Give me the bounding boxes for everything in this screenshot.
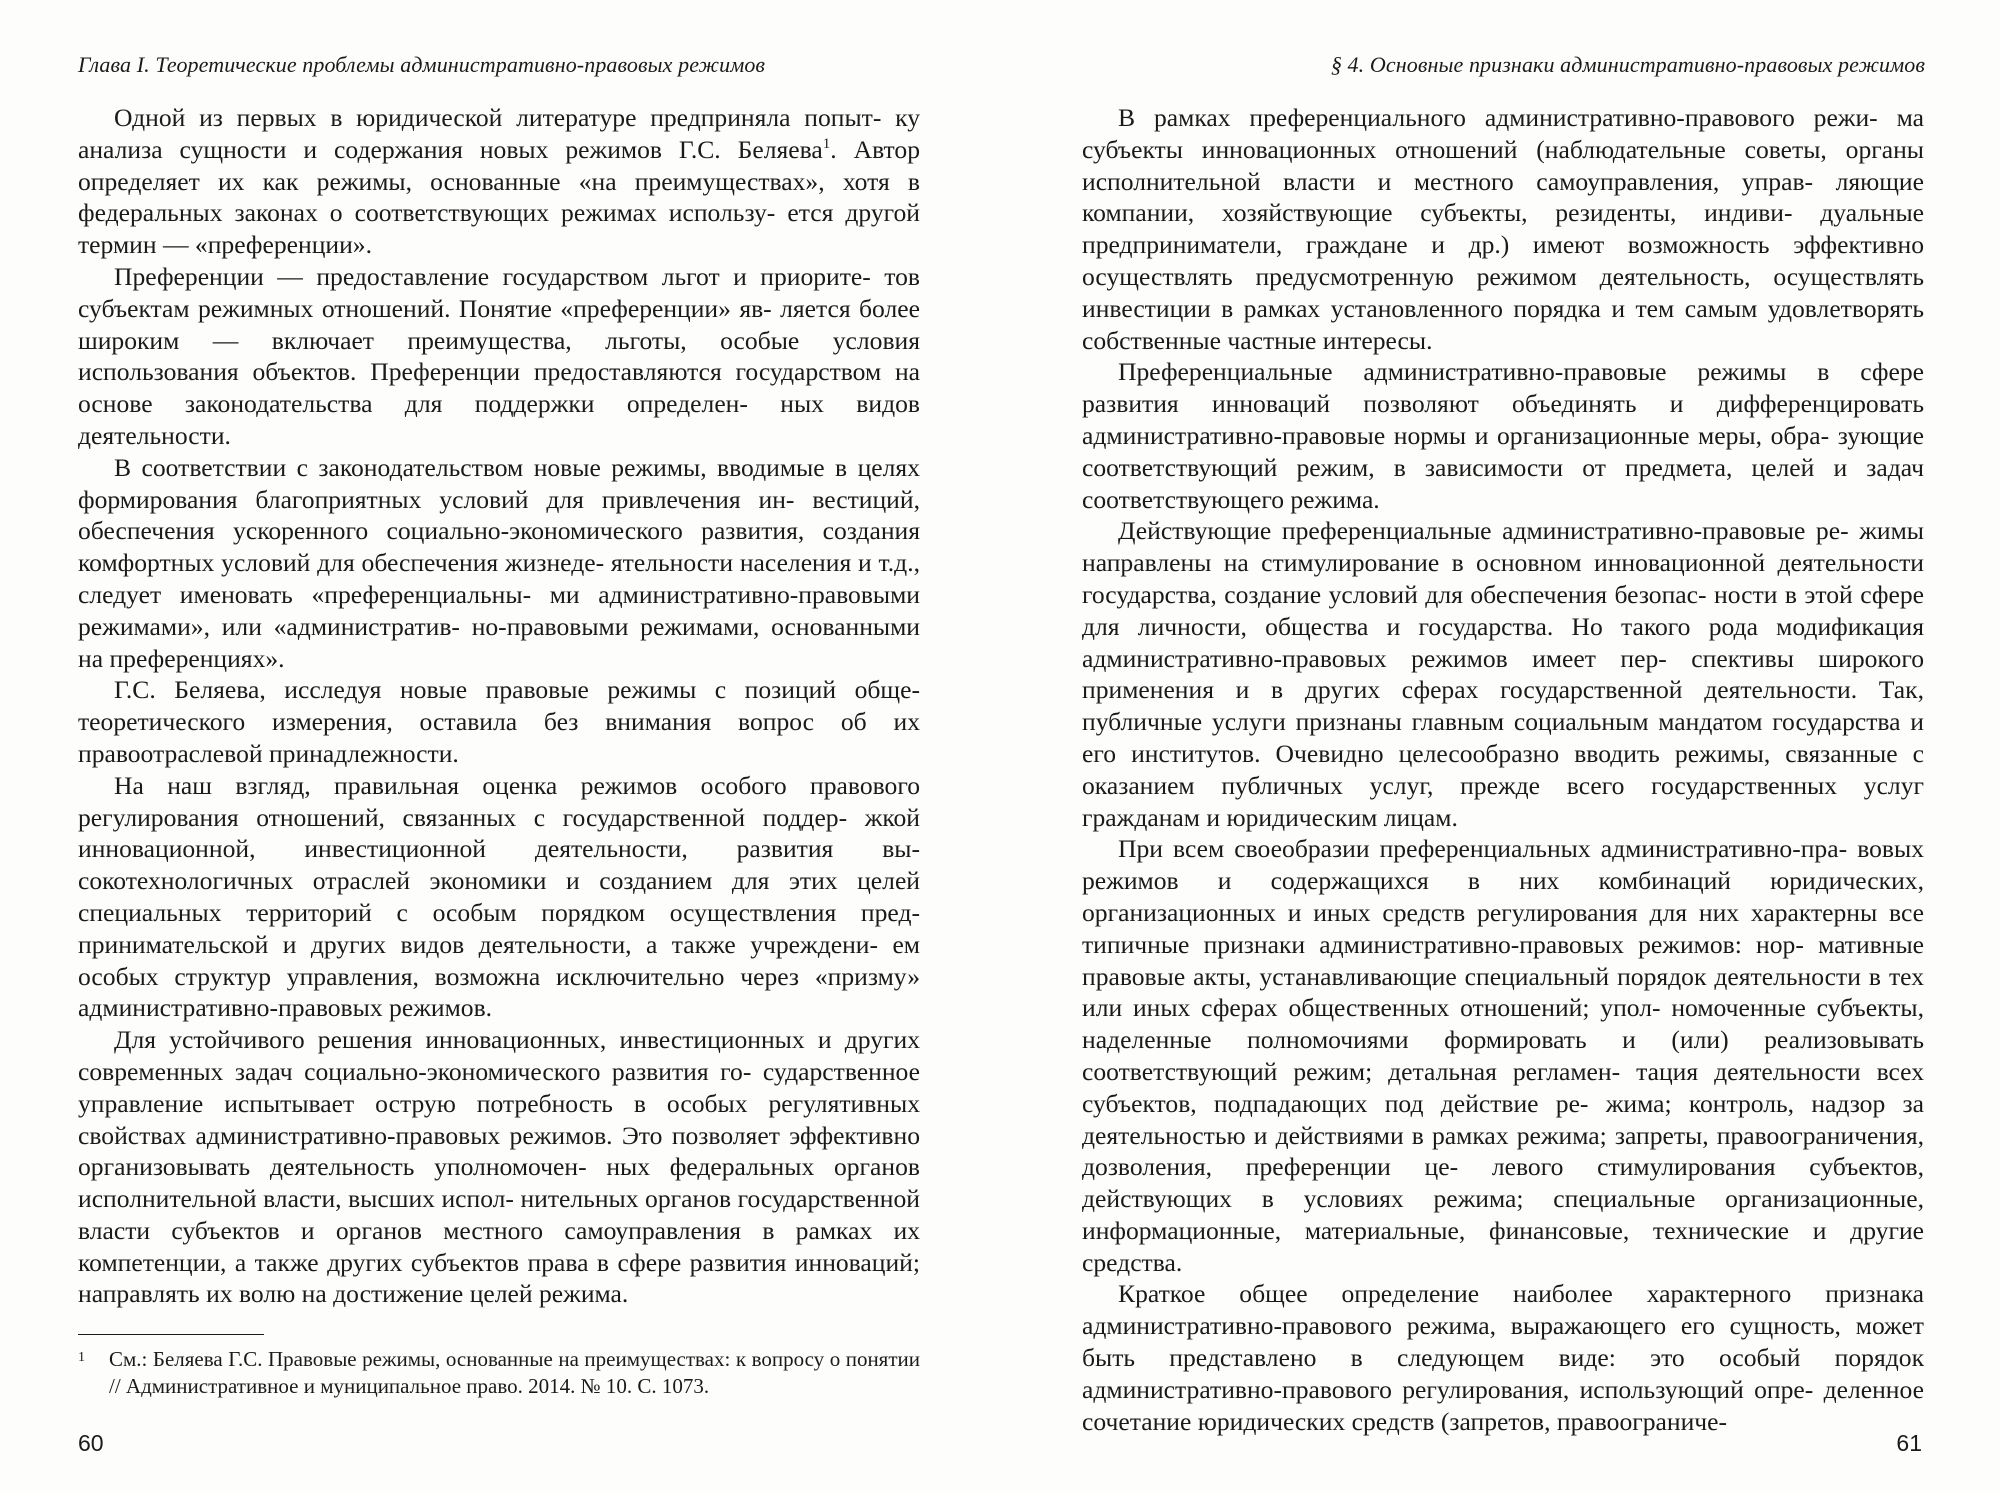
paragraph-line: самым удовлетворять собственные частные интересы. (1082, 293, 1925, 355)
left-p1-line: Автор определяет их как режимы, основанные «на преимуществах», (78, 134, 920, 196)
paragraph-line: ности в этой сфере для личности, общества и государства. Но такого (1082, 579, 1924, 641)
left-paragraph-5 (78, 770, 920, 1024)
right-paragraph-2 (1082, 356, 1924, 515)
paragraph-line: Краткое общее определение наиболее характерного признака (1118, 1279, 1924, 1309)
paragraph-line: организационных и иных средств регулирования для них характерны (1082, 897, 1878, 927)
paragraph-line: местного самоуправления в рамках их компетенции, а также других (78, 1215, 920, 1277)
paragraph-line: деятельности. Так, публичные услуги признаны главным социальным (1082, 675, 1924, 737)
paragraph-line: тов субъектам режимных отношений. Понятие «преференции» яв- (78, 261, 920, 323)
paragraph-line: развития инноваций позволяют объединять и дифференцировать (1082, 389, 1924, 419)
left-paragraph-3 (78, 452, 920, 675)
left-p1-line: ется другой термин — «преференции». (78, 198, 920, 260)
footnote-divider (78, 1334, 264, 1335)
paragraph-line: На наш взгляд, правильная оценка режимов особого правового (114, 770, 920, 800)
paragraph-line: все типичные признаки административно-правовых режимов: нор- (1082, 897, 1924, 959)
paragraph-line: нительных органов государственной власти субъектов и органов (78, 1184, 920, 1245)
paragraph-line: ма субъекты инновационных отношений (наблюдательные советы, (1082, 103, 1924, 164)
paragraph-line: других современных задач социально-экономического развития го- (78, 1025, 920, 1086)
paragraph-line: «призму» административно-правовых режимов. (78, 961, 920, 1023)
paragraph-line: В рамках преференциального административно-правового режи- (1118, 103, 1878, 132)
paragraph-line: номоченные субъекты, наделенные полномочиями формировать (1082, 993, 1924, 1055)
paragraph-line: финансовые, технические и другие средства. (1082, 1215, 1925, 1277)
paragraph-line: Преференции — предоставление государством льгот и приорите- (114, 261, 871, 291)
paragraph-line: Действующие преференциальные административно-правовые ре- (1118, 516, 1849, 546)
left-paragraph-6 (78, 1024, 920, 1310)
left-p1-line: ку анализа сущности и содержания новых режимов Г.С. Беляева (78, 103, 921, 164)
paragraph-line: целях формирования благоприятных условий для привлечения ин- (78, 452, 920, 514)
left-running-head: Глава I. Теоретические проблемы административно-правовых режимов (78, 52, 766, 77)
left-p1-after-ref: . (830, 134, 837, 164)
paragraph-line: ми административно-правовыми режимами», или «административ- (78, 579, 920, 641)
left-paragraph-2 (78, 261, 920, 452)
paragraph-line: административно-правового режима, выражающего его сущность, (1082, 1311, 1841, 1341)
paragraph-line: В соответствии с законодательством новые режимы, вводимые в (114, 452, 848, 482)
paragraph-line: правоотраслевой принадлежности. (78, 738, 459, 768)
paragraph-line: вестиций, обеспечения ускоренного социально-экономического (78, 484, 920, 546)
footnote-text (109, 1346, 920, 1400)
paragraph-line: субъектов права в сфере развития инноваций; направлять их волю на (78, 1247, 920, 1309)
left-p1-line: Одной из первых в юридической литературе предприняла попыт- (114, 103, 882, 132)
paragraph-line: вовых режимов и содержащихся в них комбинаций юридических, (1082, 834, 1924, 896)
footnote-line: См.: Беляева Г.С. Правовые режимы, основанные на преимуществах: к вопросу (109, 1347, 825, 1371)
paragraph-line: деленное сочетание юридических средств (запретов, правоограниче- (1082, 1374, 1924, 1436)
left-body-text (78, 102, 920, 1310)
paragraph-line: ятельности населения и т.д., следует именовать «преференциальны- (78, 548, 921, 609)
paragraph-line: административно-правового регулирования, использующий опре- (1082, 1374, 1814, 1404)
page-number-right: 61 (1896, 1430, 1922, 1456)
paragraph-line: административно-правовые нормы и организационные меры, обра- (1082, 420, 1830, 450)
right-paragraph-3 (1082, 515, 1924, 833)
paragraph-line: жимы направлены на стимулирование в основном инновационной (1082, 516, 1924, 578)
paragraph-line: ем особых структур управления, возможна исключительно через (78, 929, 920, 991)
paragraph-line: рода модификация административно-правовых режимов имеет пер- (1082, 611, 1924, 673)
paragraph-line: мативные правовые акты, устанавливающие специальный порядок (1082, 929, 1924, 991)
paragraph-line: регулирования отношений, связанных с государственной поддер- (78, 802, 848, 832)
paragraph-line: специальных территорий с особым порядком осуществления пред- (78, 897, 920, 927)
paragraph-line: левого стимулирования субъектов, действующих в условиях режима; (1082, 1152, 1924, 1214)
paragraph-line: эффективно осуществлять предусмотренную режимом деятельность, (1082, 230, 1925, 291)
paragraph-line: При всем своеобразии преференциальных административно-пра- (1118, 834, 1848, 864)
paragraph-line: теоретического измерения, оставила без внимания вопрос об их (78, 707, 920, 737)
paragraph-line: зующие соответствующий режим, в зависимости от предмета, целей (1082, 420, 1924, 482)
paragraph-line: деятельности государства, создание условий для обеспечения безопас- (1082, 548, 1924, 609)
paragraph-line: Г.С. Беляева, исследуя новые правовые режимы с позиций обще- (114, 675, 920, 705)
paragraph-line: и (или) реализовывать соответствующий режим; детальная регламен- (1082, 1025, 1924, 1086)
paragraph-line: позволяет эффективно организовывать деятельность уполномочен- (78, 1120, 920, 1182)
right-running-head: § 4. Основные признаки административно-правовых режимов (1330, 52, 1925, 77)
left-paragraph-4 (78, 674, 920, 769)
paragraph-line: вводить режимы, связанные с оказанием публичных услуг, прежде (1082, 738, 1924, 800)
right-paragraph-5 (1082, 1278, 1924, 1437)
paragraph-line: ляется более широким — включает преимущества, льготы, особые (78, 293, 921, 355)
paragraph-line: дуальные предприниматели, граждане и др.) имеют возможность (1082, 198, 1925, 260)
paragraph-line: ляющие компании, хозяйствующие субъекты, резиденты, индиви- (1082, 166, 1924, 228)
page-number-left: 60 (78, 1430, 104, 1456)
paragraph-line: жима; контроль, надзор за деятельностью и действиями в рамках (1082, 1088, 1924, 1150)
right-page (1000, 0, 2000, 1492)
paragraph-line: достижение целей режима. (333, 1279, 629, 1309)
left-paragraph-1 (78, 102, 920, 261)
paragraph-line: специальные организационные, информационные, материальные, (1082, 1184, 1924, 1245)
paragraph-line: но-правовыми режимами, основанными на преференциях». (78, 611, 920, 673)
paragraph-line: жкой инновационной, инвестиционной деятельности, развития вы- (78, 802, 920, 864)
right-paragraph-1 (1082, 102, 1924, 356)
paragraph-line: органы исполнительной власти и местного самоуправления, управ- (1082, 134, 1924, 196)
footnote-reference: 1 (822, 135, 831, 152)
paragraph-line: Преференциальные административно-правовые режимы в сфере (1118, 357, 1924, 387)
footnote-line: о понятии // Административное и муниципальное право. 2014. № 10. С. 1073. (109, 1347, 920, 1398)
paragraph-line: осуществлять инвестиции в рамках установленного порядка и тем (1082, 261, 1924, 323)
paragraph-line: развития, создания комфортных условий для обеспечения жизнеде- (78, 516, 920, 578)
left-p1-line: хотя в федеральных законах о соответствующих режимах использу- (78, 166, 920, 228)
footnote (78, 1346, 920, 1400)
paragraph-line: сокотехнологичных отраслей экономики и созданием для этих целей (78, 866, 920, 896)
paragraph-line: государством на основе законодательства для поддержки определен- (78, 357, 920, 419)
paragraph-line: и задач соответствующего режима. (1082, 452, 1924, 514)
paragraph-line: ных федеральных органов исполнительной власти, высших испол- (78, 1152, 920, 1214)
right-body-text (1082, 102, 1924, 1437)
paragraph-line: условия использования объектов. Преференции предоставляются (78, 325, 920, 387)
paragraph-line: регулятивных свойствах административно-правовых режимов. Это (78, 1088, 920, 1150)
paragraph-line: всего государственных услуг гражданам и юридическим лицам. (1082, 770, 1924, 832)
paragraph-line: может быть представлено в следующем виде: это особый порядок (1082, 1311, 1924, 1373)
paragraph-line: мандатом государства и его институтов. Очевидно целесообразно (1082, 707, 1924, 768)
paragraph-line: деятельности в тех или иных сферах общественных отношений; упол- (1082, 961, 1924, 1023)
paragraph-line: спективы широкого применения и в других сферах государственной (1082, 643, 1925, 705)
footnote-mark: 1 (78, 1350, 85, 1365)
paragraph-line: ных видов деятельности. (78, 389, 920, 450)
right-paragraph-4 (1082, 833, 1924, 1278)
paragraph-line: Для устойчивого решения инновационных, инвестиционных и (114, 1025, 832, 1055)
paragraph-line: режима; запреты, правоограничения, дозволения, преференции це- (1082, 1120, 1924, 1182)
paragraph-line: тация деятельности всех субъектов, подпадающих под действие ре- (1082, 1056, 1924, 1118)
paragraph-line: принимательской и других видов деятельности, а также учреждени- (78, 929, 878, 959)
paragraph-line: сударственное управление испытывает острую потребность в особых (78, 1056, 920, 1118)
